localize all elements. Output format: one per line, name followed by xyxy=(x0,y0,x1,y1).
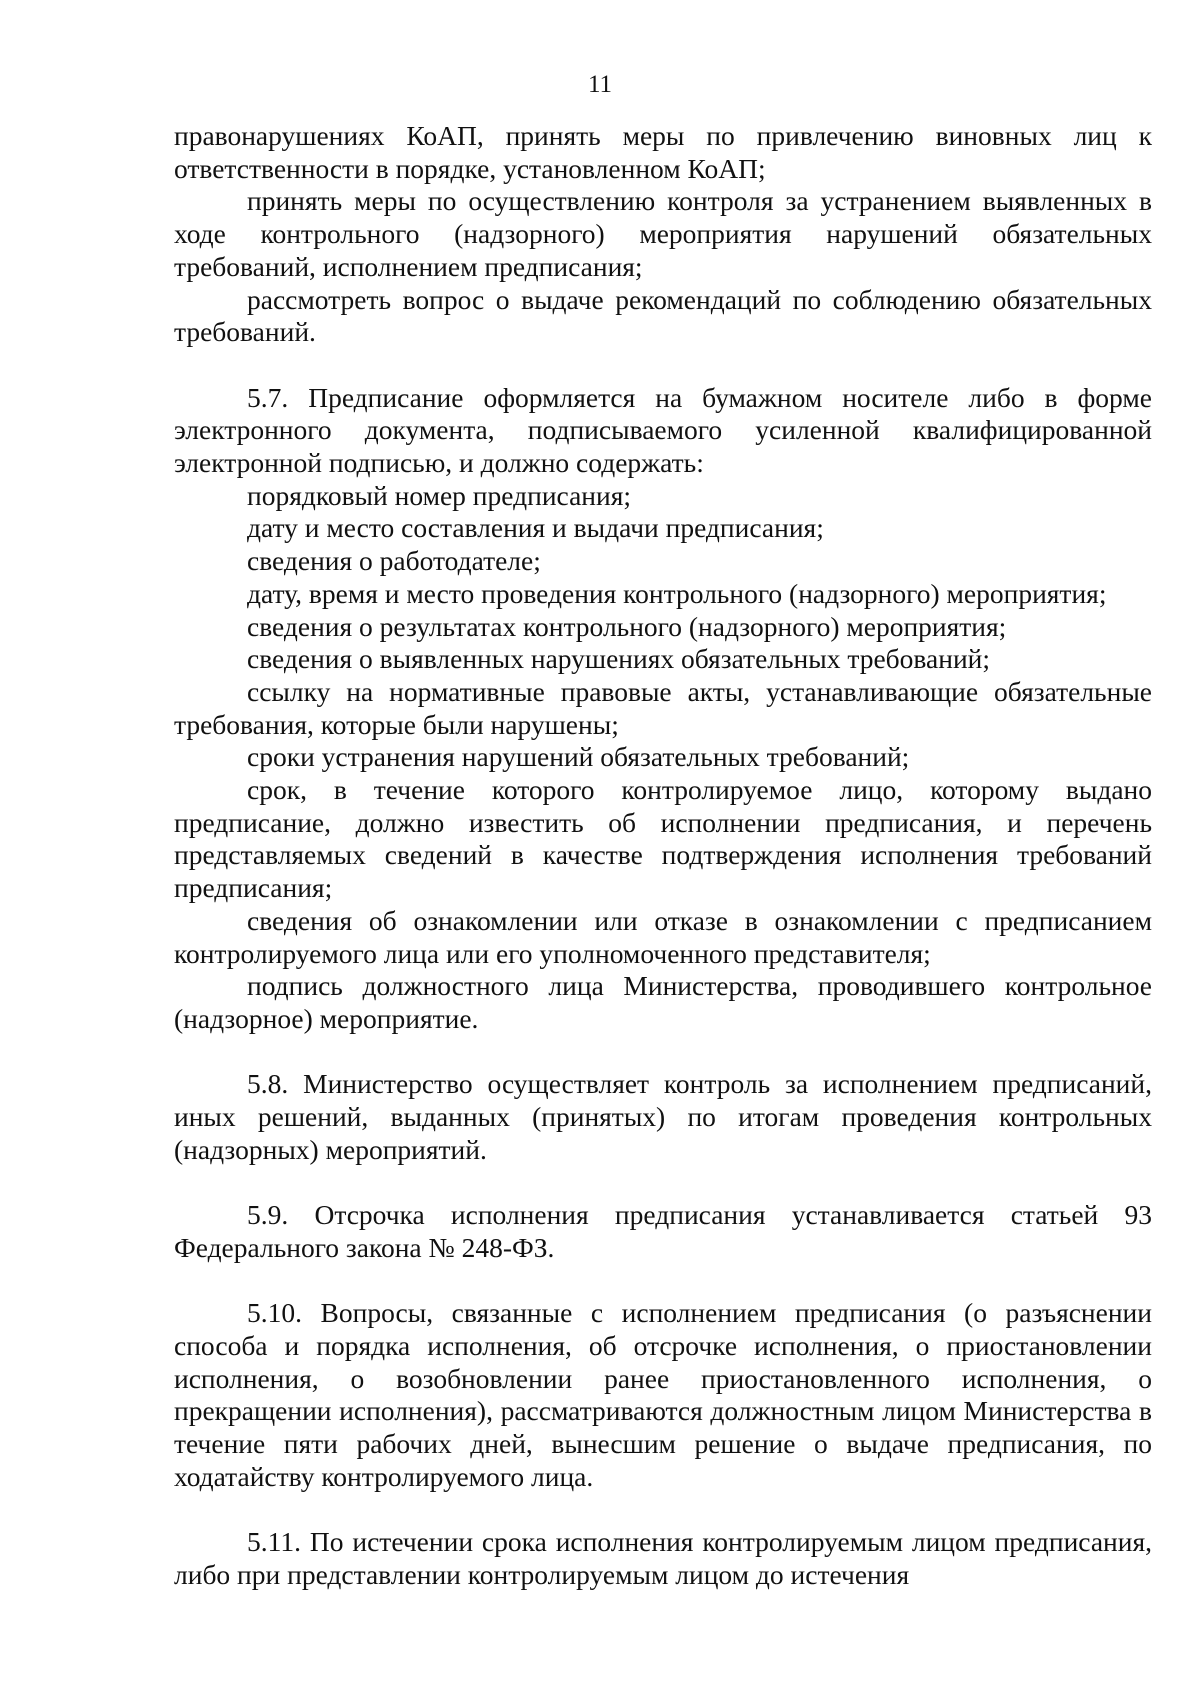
paragraph-koap-continuation: правонарушениях КоАП, принять меры по привлечению виновных лиц к ответственности в порядке, установленном КоАП; xyxy=(174,120,1152,184)
list-item: ссылку на нормативные правовые акты, устанавливающие обязательные требования, которые были нарушены; xyxy=(174,675,1152,740)
paragraph-5-9: 5.9. Отсрочка исполнения предписания устанавливается статьей 93 Федерального закона № 248-ФЗ. xyxy=(174,1199,1152,1263)
list-item: сроки устранения нарушений обязательных требований; xyxy=(247,741,910,773)
paragraph-5-10: 5.10. Вопросы, связанные с исполнением предписания (о разъяснении способа и порядка исполнения, об отсрочке исполнения, о приостановлении исполнения, о возобновлении ранее приостановленного исполнения, о прекращении исполнения), рассматриваются должностным лицом Министерства в течение пяти рабочих дней, вынесшим решение о выдаче предписания, по ходатайству контролируемого лица. xyxy=(174,1297,1152,1492)
list-item: сведения об ознакомлении или отказе в ознакомлении с предписанием контролируемого лица или его уполномоченного представителя; xyxy=(174,904,1152,969)
list-item: сведения о выявленных нарушениях обязательных требований; xyxy=(247,643,991,675)
page-number: 11 xyxy=(587,71,613,98)
document-body xyxy=(174,120,1152,1592)
list-item: порядковый номер предписания; xyxy=(247,479,632,511)
list-item: дату и место составления и выдачи предписания; xyxy=(247,512,824,544)
list-item: срок, в течение которого контролируемое лицо, которому выдано предписание, должно известить об исполнении предписания, и перечень представляемых сведений в качестве подтверждения исполнения требований предписания; xyxy=(174,774,1152,904)
list-item: дату, время и место проведения контрольного (надзорного) мероприятия; xyxy=(247,577,1107,609)
paragraph-recommendations: рассмотреть вопрос о выдаче рекомендаций по соблюдению обязательных требований. xyxy=(174,283,1152,348)
paragraph-5-7: 5.7. Предписание оформляется на бумажном носителе либо в форме электронного документа, подписываемого усиленной квалифицированной электронной подписью, и должно содержать: xyxy=(174,381,1152,479)
list-item: сведения о результатах контрольного (надзорного) мероприятия; xyxy=(247,610,1007,642)
paragraph-5-11: 5.11. По истечении срока исполнения контролируемым лицом предписания, либо при представлении контролируемым лицом до истечения xyxy=(174,1526,1152,1590)
list-item: подпись должностного лица Министерства, проводившего контрольное (надзорное) мероприятие. xyxy=(174,970,1152,1034)
paragraph-control-measures: принять меры по осуществлению контроля за устранением выявленных в ходе контрольного (надзорного) мероприятия нарушений обязательных требований, исполнением предписания; xyxy=(174,185,1152,282)
list-item: сведения о работодателе; xyxy=(247,545,541,577)
paragraph-5-8: 5.8. Министерство осуществляет контроль за исполнением предписаний, иных решений, выданных (принятых) по итогам проведения контрольных (надзорных) мероприятий. xyxy=(174,1068,1152,1165)
